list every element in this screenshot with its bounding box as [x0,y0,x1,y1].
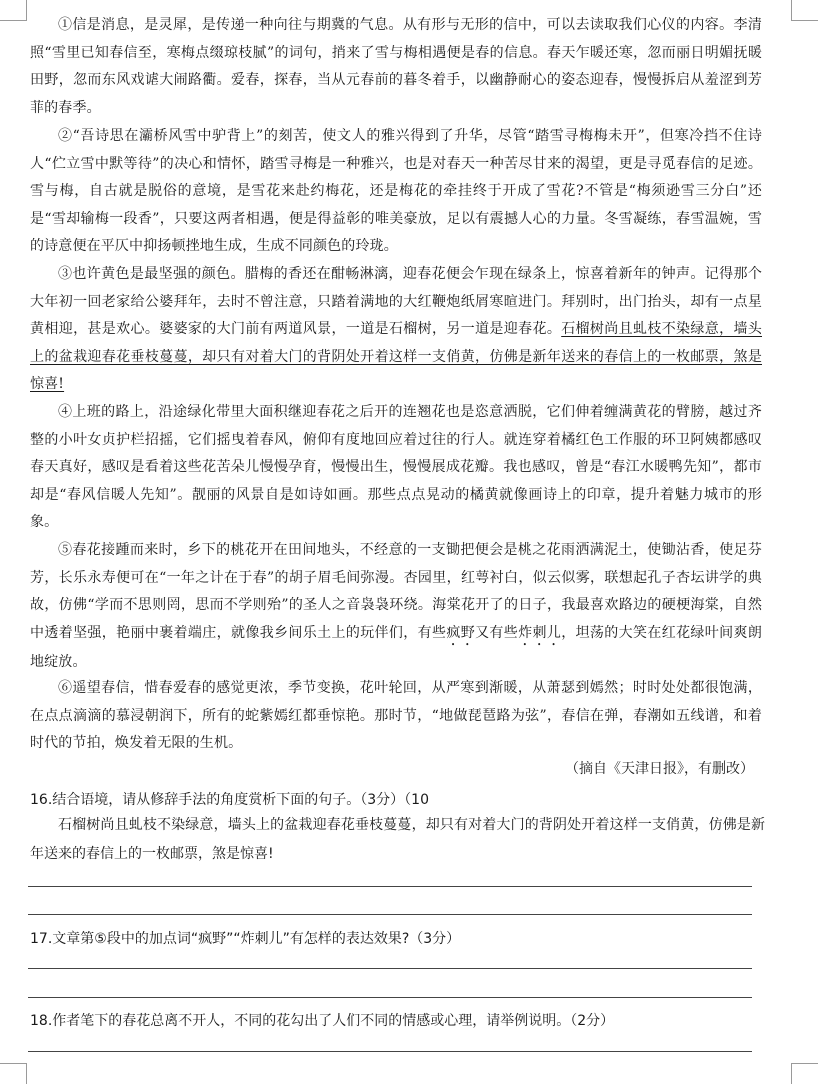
paragraph-3 [30,261,762,399]
question-18: 18.作者笔下的春花总离不开人，不同的花勾出了人们不同的情感或心理，请举例说明。（2分） [30,1013,615,1029]
dotted-word-zhacier: 炸刺儿 [518,624,562,641]
paragraph-5-text-a: ⑤春花接踵而来时，乡下的桃花开在田间地头，不经意的一支锄把便会是桃之花雨洒满泥土，使锄沾香，使足芬芳，长乐永寿便可在“一年之计在于春”的胡子眉毛间弥漫。杏园里，红萼衬白，似云似雾，联想起孔子杏坛讲学的典故，仿佛“学而不思则罔，思而不学则殆”的圣人之音袅袅环绕。海棠花开了的日子，我最喜欢路边的硬梗海棠，自然中透着坚强，艳丽中裹着端庄，就像我乡间乐土上的玩伴们，有些 [30,542,762,641]
crop-mark-bottom-right [791,1063,818,1084]
paragraph-4: ④上班的路上，沿途绿化带里大面积继迎春花之后开的连翘花也是恣意洒脱，它们伸着缠满黄花的臂膀，越过齐整的小叶女贞护栏招摇，它们摇曳着春风，俯仰有度地回应着过往的行人。就连穿着橘红色工作服的环卫阿姨都感叹春天真好，感叹是看着这些花苦朵儿慢慢孕育，慢慢出生，慢慢展成花瓣。我也感叹，曾是“春江水暖鸭先知”，都市却是“春风信暖人先知”。靓丽的风景自是如诗如画。那些点点晃动的橘黄就像画诗上的印章，提升着魅力城市的形象。 [30,404,762,530]
paragraph-6: ⑥遥望春信，惜春爱春的感觉更浓，季节变换，花叶轮回，从严寒到渐暖，从萧瑟到嫣然；时时处处都很饱满，在点点滴滴的慕浸朝润下，所有的蛇紫嫣红都垂惊艳。那时节，“地做琵琶路为弦”，春信在弹，春潮如五线谱，和着时代的节拍，焕发着无限的生机。 [30,680,762,751]
underlined-sentence: 石榴树尚且虬枝不染绿意，墙头上的盆栽迎春花垂枝蔓蔓，却只有对着大门的背阴处开着这样一支俏黄，仿佛是新年送来的春信上的一枚邮票，煞是惊喜! [30,321,762,392]
question-16-sentence: 石榴树尚且虬枝不染绿意，墙头上的盆栽迎春花垂枝蔓蔓，却只有对着大门的背阴处开着这样一支俏黄，仿佛是新年送来的春信上的一枚邮票，煞是惊喜! [30,817,765,862]
paragraph-5-text-c: ，坦荡的大笑在红花绿叶间爽朗地绽放。 [30,624,762,670]
paragraph-2: ②“吾诗思在灞桥风雪中驴背上”的刻苦，使文人的雅兴得到了升华，尽管“踏雪寻梅梅未开”，但寒冷挡不住诗人“伫立雪中默等待”的决心和情怀，踏雪寻梅是一种雅兴，也是对春天一种苦尽甘来的渴望，更是寻觅春信的足迹。雪与梅，自古就是脱俗的意境，是雪花来赴约梅花，还是梅花的牵挂终于开成了雪花?不管是“梅须逊雪三分白”还是“雪却输梅一段香”，只要这两者相遇，便是得益彰的唯美豪放，足以有震撼人心的力量。冬雪凝练，春雪温婉，雪的诗意便在平仄中抑扬顿挫地生成，生成不同颜色的玲珑。 [30,128,762,254]
paragraph-5-text-b: 又有些 [475,624,519,641]
crop-mark-top-right [791,0,818,21]
dotted-word-fengye: 疯野 [446,624,476,641]
crop-mark-bottom-left [0,1063,27,1084]
answer-line[interactable] [28,886,752,887]
answer-line[interactable] [28,914,752,915]
crop-mark-top-left [0,0,27,21]
source-citation: （摘自《天津日报》，有删改） [565,761,754,777]
question-16: 16.结合语境，请从修辞手法的角度赏析下面的句子。（3分）（10 [30,792,429,808]
question-17: 17.文章第⑤段中的加点词“疯野”“炸刺儿”有怎样的表达效果?（3分） [30,931,461,947]
paragraph-5 [30,537,762,676]
answer-line[interactable] [28,997,752,998]
answer-line[interactable] [28,1051,752,1052]
answer-line[interactable] [28,968,752,969]
paragraph-3-text: ③也许黄色是最坚强的颜色。腊梅的香还在酣畅淋漓，迎春花便会乍现在绿条上，惊喜着新年的钟声。记得那个大年初一回老家给公婆拜年，去时不曾注意，只踏着满地的大红鞭炮纸屑寒暄进门。拜别时，出门抬头，却有一点星黄相迎，甚是欢心。婆婆家的大门前有两道风景，一道是石榴树，另一道是迎春花。 [30,266,762,337]
paragraph-1: ①信是消息，是灵犀，是传递一种向往与期冀的气息。从有形与无形的信中，可以去读取我们心仪的内容。李清照“雪里已知春信至，寒梅点缀琼枝腻”的词句，捎来了雪与梅相遇便是春的信息。春天乍暖还寒，忽而丽日明媚抚暖田野，忽而东风戏谑大闹路衢。爱春，探春，当从元春前的暮冬着手，以幽静耐心的姿态迎春，慢慢拆启从羞涩到芳菲的春季。 [30,17,762,116]
